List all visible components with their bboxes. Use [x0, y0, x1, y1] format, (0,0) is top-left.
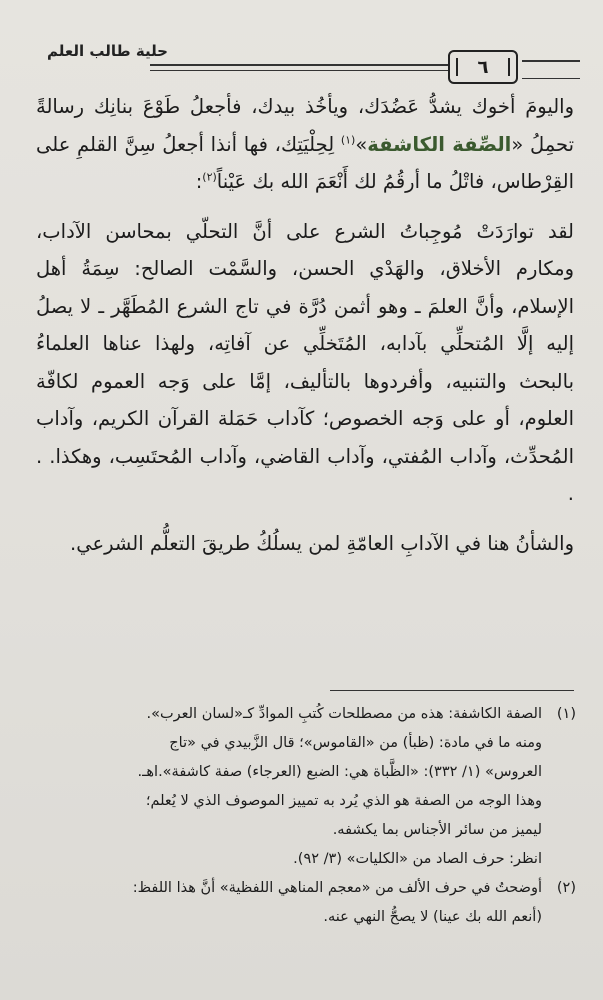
footnote-line: انظر: حرف الصاد من «الكليات» (٣/ ٩٢).: [293, 851, 542, 867]
text-line: الخصوص؛ كآداب حَمَلة القرآن الكريم، وآداب المُحدِّث،: [36, 407, 574, 468]
header-rule: [150, 64, 450, 66]
text-line: والشأنُ هنا في الآدابِ العامّةِ لمن يسلُكُ طريقَ التعلُّم: [149, 531, 574, 555]
footnote-number: (١): [556, 706, 576, 722]
footnote-line: العروس» (١/ ٣٣٢): «الظَّباة هي: الضبع (العرجاء) صفة كاشفة».اهـ.: [137, 764, 542, 780]
text-line: واليومَ أخوك يشدُّ عَضُدَك، ويأخُذ بيدك، فأجعلُ طَوْعَ: [142, 95, 575, 118]
text-line: الآداب، ومكارم الأخلاق، والهَدْي الحسن، والسَّمْت: [36, 219, 574, 280]
text-line: أجعلُ سِنَّ القلمِ على القِرْطاس، فاتْلُ ما أرقُمُ لك أَنْعَمَ الله: [36, 132, 574, 193]
paragraph-1: [36, 88, 574, 201]
footnote-number: (٢): [556, 880, 576, 896]
running-title: حلية طالب العلم: [47, 42, 168, 60]
footnote-ref-1[interactable]: (١): [340, 133, 356, 146]
footnote-2: [36, 874, 576, 932]
text-line: بالتأليف، إمَّا على وَجه العموم لكافّة العلوم، أو على وَجه: [36, 369, 575, 430]
footnote-line: وهذا الوجه من الصفة هو الذي يُرد به تمييز الموصوف الذي لا يُعلم؛: [145, 793, 542, 809]
text-line: وآداب المُفتي، وآداب القاضي، وآداب المُحتَسِب، وهكذا. . .: [36, 444, 574, 505]
main-text: [36, 88, 574, 562]
page-number: ٦: [448, 50, 518, 84]
footnote-number: [542, 729, 576, 874]
footnote-line: ومنه ما في مادة: (ظبأ) من «القاموس»؛ قال الزَّبيدي في «تاج: [169, 735, 542, 751]
footnote-1: [36, 700, 576, 729]
footnote-line: أوضحتُ في حرف الألف من «معجم المناهي اللفظية» أنَّ هذا اللفظ:: [132, 880, 542, 896]
footnote-separator: [330, 690, 574, 691]
footnote-line: (أنعم الله بك عينا) لا يصحُّ النهي عنه.: [323, 909, 542, 925]
text-fragment: »: [355, 132, 368, 156]
text-line: تاج الشرع المُطَهَّر ـ لا يصلُ إليه إلَّا المُتحلِّي بآدابه، المُتَخلِّي: [36, 294, 574, 355]
footnote-1-continued: [36, 729, 576, 874]
footnote-line: ليميز من سائر الأجناس بما يكشفه.: [332, 822, 542, 838]
highlighted-title: الصِّفة الكاشفة: [367, 132, 512, 156]
text-line: بك عَيْناً: [216, 170, 275, 193]
text-line: لقد توارَدَتْ مُوجِباتُ الشرع على أنَّ التحلّي بمحاسن: [105, 219, 574, 243]
header-rule-thin: [150, 70, 450, 71]
footnote-line: الصفة الكاشفة: هذه من مصطلحات كُتبِ الموادِّ كـ«لسان العرب».: [146, 706, 542, 722]
text-line: الشرعي.: [70, 531, 144, 555]
paragraph-2: [36, 213, 574, 513]
text-line: بنانِك رسالةً تحمِلُ «: [36, 95, 575, 156]
text-fragment: لِحِلْيَتِك، فها أنذا: [210, 132, 341, 156]
text-line: عن آفاتِه، ولهذا عناها العلماءُ بالبحث والتنبيه، وأفردوها: [36, 332, 574, 393]
footnotes: [36, 700, 576, 932]
text-line: الصالح: سِمَةُ أهل الإسلام، وأنَّ العلمَ ـ وهو أثمن دُرَّة في: [36, 257, 574, 318]
footnote-ref-2[interactable]: (٢): [202, 170, 217, 184]
header-rule-right: [522, 60, 580, 79]
paragraph-3: [36, 525, 574, 563]
text-fragment: :: [195, 170, 203, 193]
